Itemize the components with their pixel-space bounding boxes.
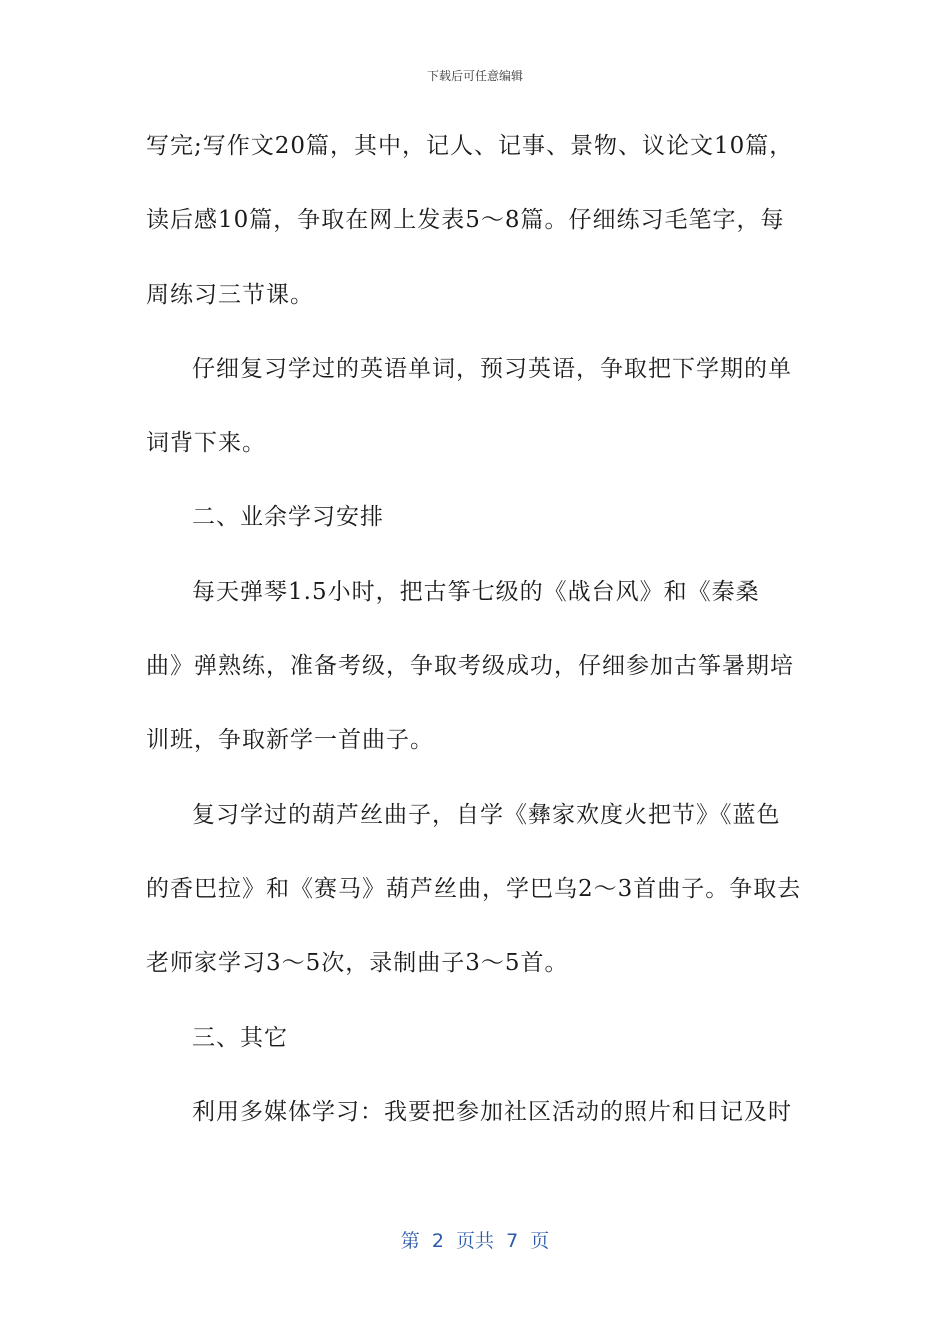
paragraph-start-line: 仔细复习学过的英语单词，预习英语，争取把下学期的单	[192, 355, 792, 382]
paragraph-start-line: 复习学过的葫芦丝曲子，自学《彝家欢度火把节》《蓝色	[192, 801, 781, 828]
page-header: 下载后可任意编辑	[426, 69, 523, 83]
text-line: 训班，争取新学一首曲子。	[146, 727, 434, 754]
text-line: 读后感10篇，争取在网上发表5～8篇。仔细练习毛笔字，每	[146, 207, 785, 234]
section-heading: 二、业余学习安排	[192, 504, 384, 531]
text-line: 的香巴拉》和《赛马》葫芦丝曲，学巴乌2～3首曲子。争取去	[146, 875, 802, 902]
document-body	[146, 124, 806, 1164]
paragraph-start-line: 利用多媒体学习：我要把参加社区活动的照片和日记及时	[192, 1098, 792, 1125]
section-heading: 三、其它	[192, 1024, 288, 1051]
text-line: 周练习三节课。	[146, 281, 314, 308]
text-line: 曲》弹熟练，准备考级，争取考级成功，仔细参加古筝暑期培	[146, 653, 794, 680]
page-number-footer: 第 2 页共 7 页	[400, 1230, 550, 1252]
text-line: 写完;写作文20篇，其中，记人、记事、景物、议论文10篇，	[146, 133, 794, 159]
text-line: 词背下来。	[146, 430, 266, 457]
paragraph-start-line: 每天弹琴1.5小时，把古筝七级的《战台风》和《秦桑	[192, 578, 760, 605]
text-line: 老师家学习3～5次，录制曲子3～5首。	[146, 950, 569, 977]
